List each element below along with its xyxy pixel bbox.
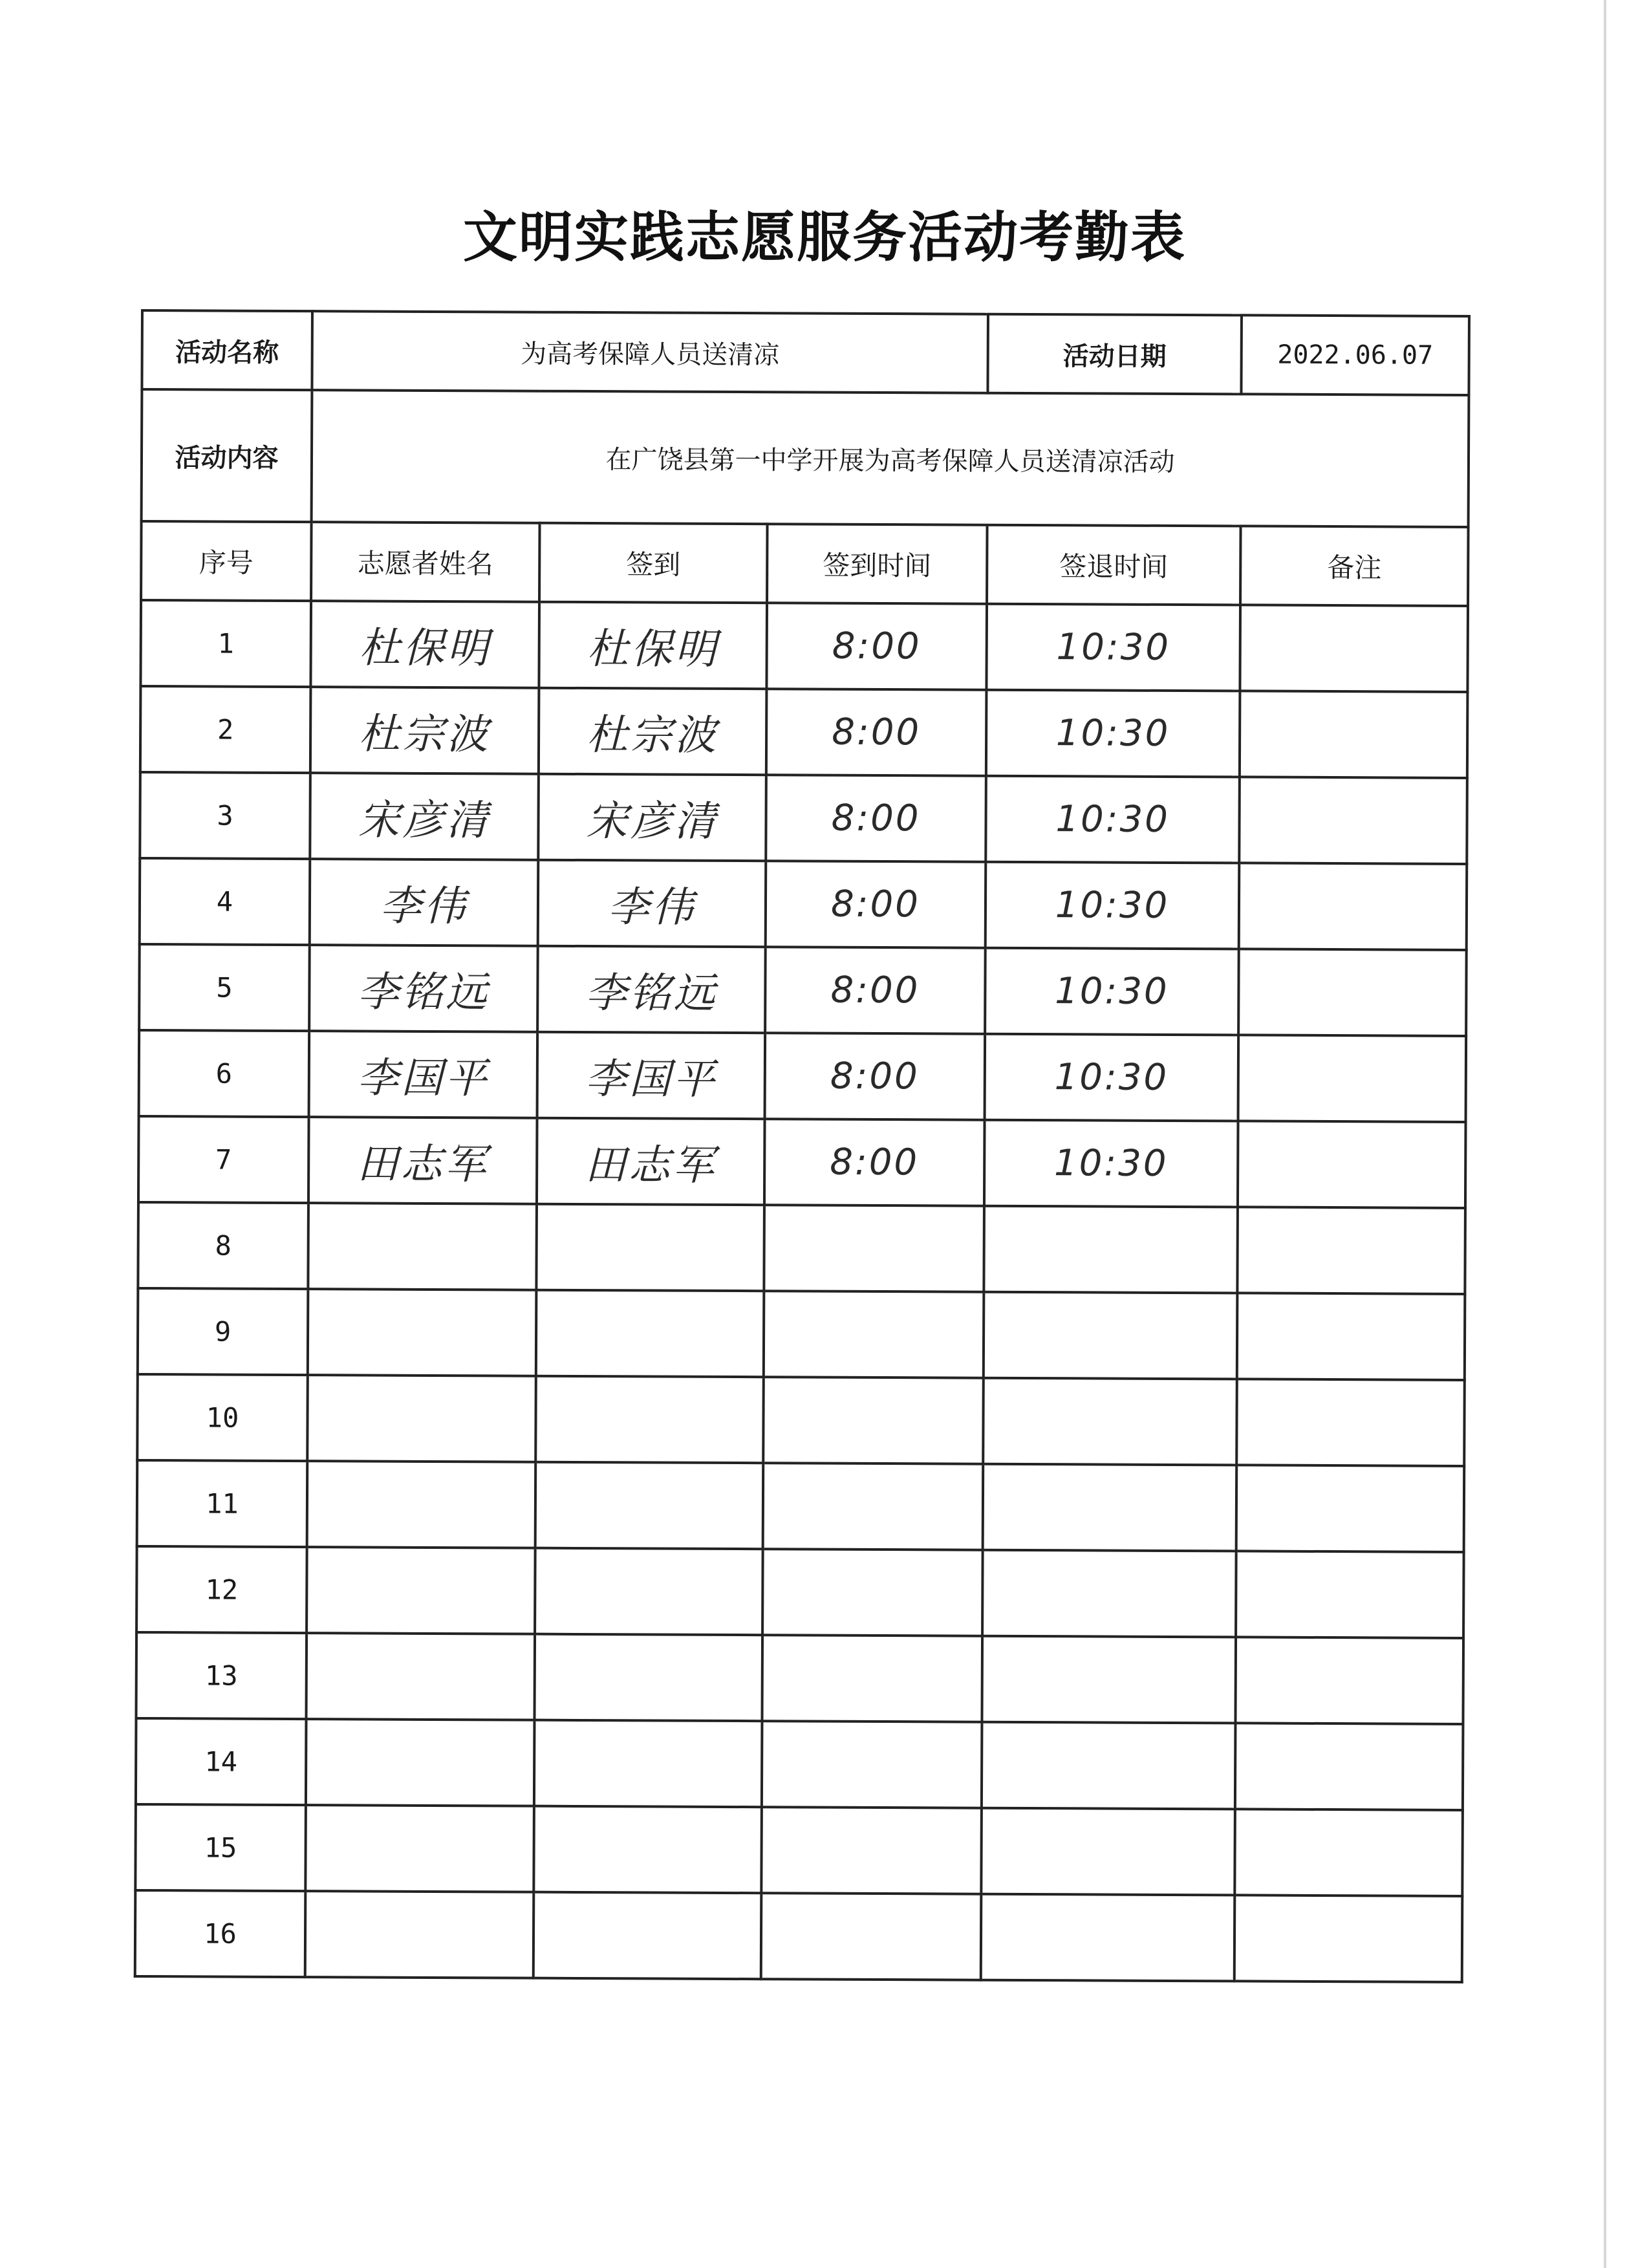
seq-cell: 3	[140, 772, 310, 859]
note-cell	[1240, 605, 1468, 692]
volunteer-name-cell: 李铭远	[309, 945, 538, 1032]
seq-cell: 7	[138, 1116, 309, 1203]
signature-cell: 杜宗波	[539, 688, 767, 775]
page-fold-edge	[1604, 0, 1606, 2268]
seq-cell: 10	[137, 1374, 308, 1461]
sign-out-time-cell	[981, 1894, 1235, 1982]
sign-out-time-cell: 10:30	[986, 604, 1240, 691]
sign-out-time-cell: 10:30	[985, 1034, 1239, 1121]
sign-out-time-cell	[981, 1808, 1235, 1895]
signature-cell: 田志军	[537, 1118, 765, 1205]
volunteer-name-cell: 李国平	[309, 1031, 538, 1118]
seq-cell: 12	[136, 1546, 307, 1633]
table-row	[139, 1030, 1467, 1122]
sign-in-time-cell: 8:00	[766, 689, 987, 775]
seq-cell: 11	[137, 1460, 308, 1547]
table-row	[135, 1804, 1463, 1896]
volunteer-name-cell	[307, 1547, 535, 1634]
sign-out-time-cell	[982, 1722, 1236, 1809]
signature-cell: 杜保明	[539, 602, 767, 689]
column-header-signature: 签到	[539, 523, 768, 603]
sign-in-time-cell	[763, 1377, 984, 1463]
table-row	[140, 772, 1467, 864]
sign-in-time-cell: 8:00	[766, 603, 987, 689]
sign-out-time-cell	[982, 1550, 1236, 1637]
table-row	[138, 1288, 1465, 1380]
seq-cell: 8	[138, 1202, 308, 1289]
table-row	[137, 1374, 1465, 1466]
sign-out-time-cell	[984, 1292, 1238, 1379]
note-cell	[1239, 777, 1467, 864]
volunteer-name-cell: 宋彦清	[310, 773, 539, 860]
sign-in-time-cell	[762, 1635, 982, 1722]
table-row	[137, 1460, 1465, 1552]
signature-cell: 李伟	[538, 860, 766, 947]
seq-cell: 2	[140, 686, 311, 773]
seq-cell: 13	[136, 1632, 307, 1719]
signature-cell	[534, 1720, 762, 1808]
table-row	[140, 858, 1467, 950]
sign-in-time-cell: 8:00	[765, 947, 986, 1033]
volunteer-name-cell	[306, 1719, 535, 1806]
signature-cell	[536, 1204, 764, 1291]
column-header-note: 备注	[1240, 526, 1469, 606]
seq-cell: 4	[140, 858, 310, 945]
sign-out-time-cell: 10:30	[984, 1120, 1238, 1207]
column-header-row	[141, 521, 1469, 606]
volunteer-name-cell	[308, 1289, 537, 1376]
seq-cell: 6	[139, 1030, 310, 1117]
note-cell	[1238, 1035, 1467, 1122]
signature-cell	[534, 1806, 762, 1894]
volunteer-name-cell	[305, 1805, 534, 1892]
table-row	[140, 686, 1468, 778]
note-cell	[1236, 1379, 1465, 1466]
sign-out-time-cell: 10:30	[985, 948, 1239, 1035]
volunteer-name-cell: 李伟	[310, 859, 539, 946]
sign-in-time-cell: 8:00	[765, 1033, 986, 1119]
seq-cell: 14	[136, 1718, 307, 1805]
column-header-seq: 序号	[141, 521, 312, 601]
volunteer-name-cell	[306, 1633, 535, 1720]
volunteer-name-cell: 田志军	[308, 1117, 537, 1204]
table-row	[138, 1202, 1465, 1294]
sign-out-time-cell	[983, 1464, 1237, 1551]
note-cell	[1234, 1809, 1463, 1896]
volunteer-name-cell	[305, 1891, 534, 1978]
sign-in-time-cell: 8:00	[766, 775, 986, 861]
signature-cell	[535, 1548, 763, 1636]
signature-cell	[535, 1462, 764, 1550]
sign-out-time-cell: 10:30	[986, 690, 1240, 777]
signature-cell	[534, 1634, 762, 1722]
note-cell	[1237, 1293, 1465, 1380]
activity-name-row	[142, 310, 1469, 395]
signature-cell	[536, 1290, 764, 1377]
note-cell	[1236, 1551, 1464, 1638]
signature-cell	[534, 1892, 762, 1980]
table-row	[136, 1632, 1463, 1724]
sign-out-time-cell: 10:30	[986, 862, 1240, 949]
sign-in-time-cell: 8:00	[766, 861, 986, 947]
note-cell	[1236, 1465, 1465, 1552]
sign-in-time-cell	[762, 1549, 983, 1636]
sign-in-time-cell	[764, 1291, 984, 1377]
note-cell	[1240, 691, 1468, 778]
sign-in-time-cell	[763, 1463, 984, 1550]
table-row	[139, 944, 1467, 1036]
sign-out-time-cell	[983, 1378, 1237, 1465]
sign-in-time-cell	[762, 1721, 982, 1808]
note-cell	[1235, 1723, 1463, 1810]
note-cell	[1239, 863, 1467, 950]
note-cell	[1238, 949, 1467, 1036]
volunteer-name-cell: 杜保明	[310, 601, 539, 688]
signature-cell: 李国平	[537, 1032, 766, 1119]
page-title: 文明实践志愿服务活动考勤表	[462, 205, 1186, 269]
activity-content-row	[142, 389, 1469, 527]
note-cell	[1234, 1895, 1463, 1982]
sign-in-time-cell: 8:00	[764, 1119, 985, 1205]
sign-in-time-cell	[761, 1807, 982, 1894]
sign-out-time-cell	[982, 1636, 1236, 1723]
table-row	[135, 1890, 1463, 1982]
sign-in-time-cell	[764, 1205, 984, 1291]
seq-cell: 1	[140, 600, 311, 687]
sign-out-time-cell	[984, 1206, 1238, 1293]
seq-cell: 9	[138, 1288, 308, 1375]
sign-out-time-cell: 10:30	[986, 776, 1240, 863]
volunteer-name-cell	[307, 1461, 536, 1548]
activity-date-value: 2022.06.07	[1241, 315, 1469, 395]
volunteer-name-cell	[308, 1203, 537, 1290]
table-row	[136, 1546, 1464, 1638]
activity-content-value: 在广饶县第一中学开展为高考保障人员送清凉活动	[312, 390, 1469, 527]
volunteer-name-cell: 杜宗波	[310, 687, 539, 774]
signature-cell: 李铭远	[537, 946, 766, 1033]
table-row	[140, 600, 1468, 692]
signature-cell	[535, 1376, 764, 1463]
column-header-name: 志愿者姓名	[311, 522, 540, 602]
column-header-out-time: 签退时间	[987, 525, 1241, 605]
activity-name-label: 活动名称	[142, 310, 312, 390]
table-row	[138, 1116, 1466, 1208]
note-cell	[1236, 1637, 1464, 1724]
activity-content-label: 活动内容	[142, 389, 312, 522]
seq-cell: 5	[139, 944, 310, 1031]
volunteer-name-cell	[307, 1375, 536, 1462]
attendance-table	[134, 309, 1471, 1983]
seq-cell: 15	[135, 1804, 306, 1891]
column-header-in-time: 签到时间	[767, 524, 987, 603]
note-cell	[1237, 1207, 1465, 1294]
activity-date-label: 活动日期	[987, 314, 1242, 394]
seq-cell: 16	[135, 1890, 306, 1977]
activity-name-value: 为高考保障人员送清凉	[312, 311, 988, 393]
sign-in-time-cell	[761, 1893, 982, 1980]
table-row	[136, 1718, 1463, 1810]
signature-cell: 宋彦清	[538, 774, 766, 861]
note-cell	[1238, 1121, 1466, 1208]
